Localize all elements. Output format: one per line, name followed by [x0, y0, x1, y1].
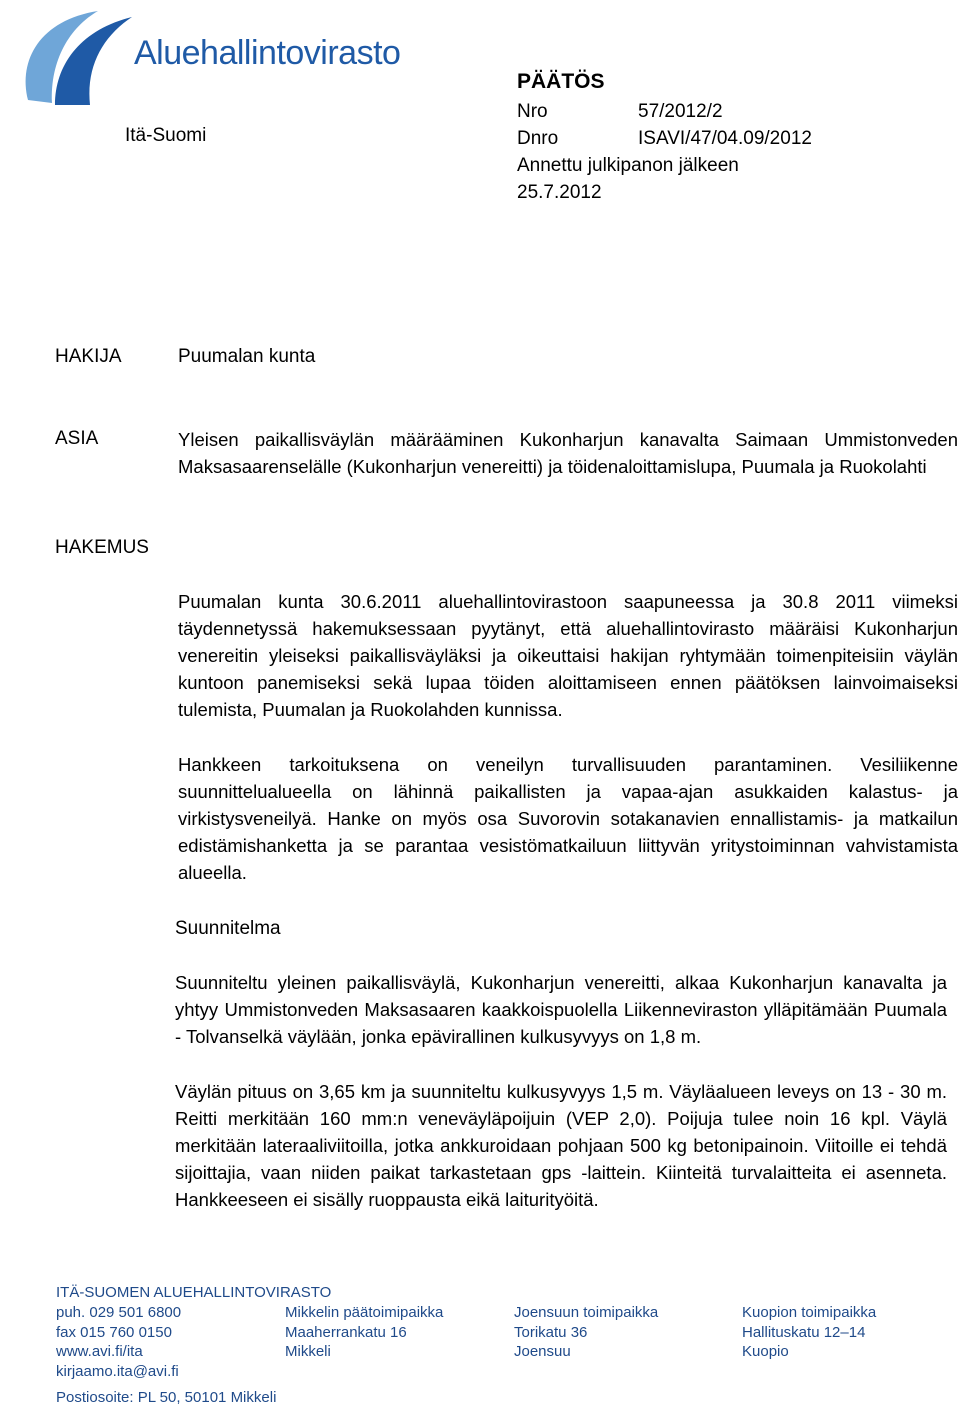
suunnitelma-paragraph-1: Suunniteltu yleinen paikallisväylä, Kukonharjun venereitti, alkaa Kukonharjun kanavalta ja yhtyy Ummistonveden Maksasaaren kaakkoispuolella Liikenneviraston ylläpitämään Puumala - Tolvanselkä väylään, jonka epävirallinen kulkusyvyys on 1,8 m.: [175, 972, 947, 1047]
agency-name: Aluehallintovirasto: [134, 34, 401, 72]
footer-email-link[interactable]: kirjaamo.ita@avi.fi: [56, 1362, 179, 1380]
footer-postal-address: Postiosoite: PL 50, 50101 Mikkeli: [56, 1389, 277, 1406]
asia-paragraph: Yleisen paikallisväylän määrääminen Kukonharjun kanavalta Saimaan Ummistonveden Maksasaarenselälle (Kukonharjun venereitti) ja töidenaloittamislupa, Puumala ja Ruokolahti: [178, 429, 958, 477]
suunnitelma-text-2: [175, 1078, 947, 1213]
footer-fax: fax 015 760 0150: [56, 1323, 172, 1341]
footer-kuopio-column: [742, 1303, 876, 1362]
suunnitelma-heading: Suunnitelma: [175, 918, 281, 939]
logo-swoosh-icon: [10, 5, 140, 110]
footer-phone: puh. 029 501 6800: [56, 1304, 182, 1321]
decision-date: 25.7.2012: [517, 182, 602, 203]
footer-office-name: Mikkelin päätoimipaikka: [285, 1304, 444, 1321]
document-title: PÄÄTÖS: [517, 70, 605, 93]
hakemus-paragraph-1: Puumalan kunta 30.6.2011 aluehallintovirastoon saapuneessa ja 30.8 2011 viimeksi täydennetyssä hakemuksessaan pyytänyt, että aluehallintovirasto määräisi Kukonharjun venereitin yleiseksi paikallisväyläksi ja oikeuttaisi hakijan ryhtymään toimenpiteisiin väylän kuntoon panemiseksi sekä lupaa töiden aloittamiseen ennen päätöksen lainvoimaiseksi tulemista, Puumalan ja Ruokolahden kunnissa.: [178, 591, 958, 720]
dnro-value: ISAVI/47/04.09/2012: [638, 128, 812, 149]
footer-office-street: Maaherrankatu 16: [285, 1323, 407, 1341]
hakemus-text-2: [178, 751, 958, 886]
nro-value: 57/2012/2: [638, 101, 723, 122]
dnro-label: Dnro: [517, 128, 559, 149]
footer-contact-column: [56, 1303, 181, 1381]
footer-office-street: Hallituskatu 12–14: [742, 1323, 866, 1341]
suunnitelma-text: [175, 969, 947, 1050]
footer-org: ITÄ-SUOMEN ALUEHALLINTOVIRASTO: [56, 1284, 332, 1301]
footer-mikkeli-column: [285, 1303, 443, 1362]
footer-office-city: Joensuu: [514, 1343, 571, 1360]
footer-website-link[interactable]: www.avi.fi/ita: [56, 1343, 143, 1360]
hakemus-text: [178, 588, 958, 723]
suunnitelma-paragraph-2: Väylän pituus on 3,65 km ja suunniteltu kulkusyvyys 1,5 m. Väyläalueen leveys on 13 - 30 m. Reitti merkitään 160 mm:n veneväyläpoijuin (VEP 2,0). Poijuja tulee noin 16 kpl. Väylä merkitään lateraaliviitoilla, jotka ankkuroidaan pohjaan 500 kg betonipainoin. Viitoille ei tehdä sijoittajia, vaan niiden paikat tarkastetaan gps -laittein. Kiinteitä turvalaitteita ei asenneta. Hankkeeseen ei sisälly ruoppausta eikä laiturityöitä.: [175, 1081, 947, 1210]
footer-office-name: Kuopion toimipaikka: [742, 1304, 877, 1321]
nro-label: Nro: [517, 101, 548, 122]
footer-joensuu-column: [514, 1303, 658, 1362]
hakija-value: Puumalan kunta: [178, 346, 316, 367]
footer-office-street: Torikatu 36: [514, 1323, 588, 1341]
footer-office-city: Mikkeli: [285, 1343, 331, 1360]
hakemus-paragraph-2: Hankkeen tarkoituksena on veneilyn turvallisuuden parantaminen. Vesiliikenne suunnittelualueella on lähinnä paikallisten ja vapaa-ajan asukkaiden kalastus- ja virkistysveneilyä. Hanke on myös osa Suvorovin sotakanavien ennallistamis- ja matkailun edistämishanketta ja se parantaa vesistömatkailuun liittyvän yritystoiminnan vahvistamista alueella.: [178, 754, 958, 883]
asia-label: ASIA: [55, 428, 99, 449]
hakemus-label: HAKEMUS: [55, 537, 149, 558]
footer-office-name: Joensuun toimipaikka: [514, 1304, 659, 1321]
asia-text: [178, 426, 958, 480]
published-text: Annettu julkipanon jälkeen: [517, 155, 739, 176]
footer-office-city: Kuopio: [742, 1343, 789, 1360]
hakija-label: HAKIJA: [55, 346, 122, 367]
region-label: Itä-Suomi: [125, 125, 207, 146]
